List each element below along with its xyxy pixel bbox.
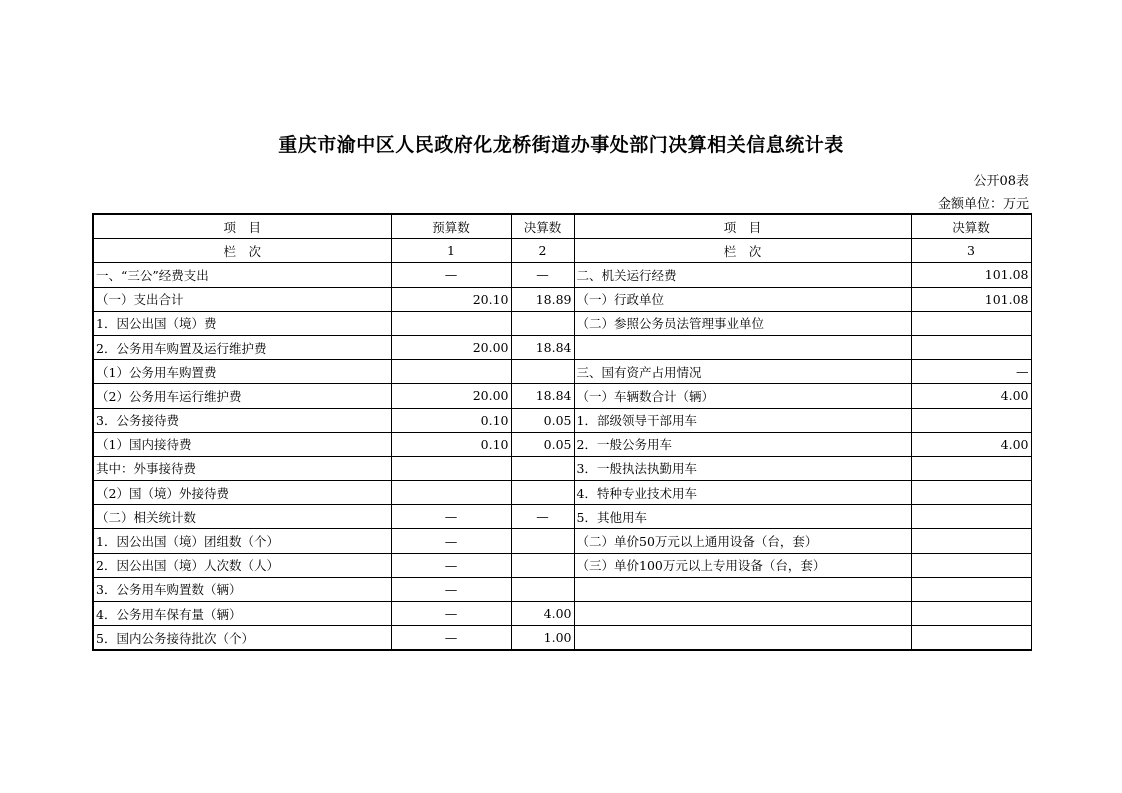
row-label: 4．公务用车保有量（辆） <box>93 602 391 626</box>
row-final: — <box>511 505 574 529</box>
table-row <box>93 432 1031 456</box>
row-label-right <box>574 626 911 651</box>
row-value-right <box>911 553 1031 577</box>
header-final-right: 决算数 <box>911 214 1031 239</box>
row-value-right <box>911 481 1031 505</box>
table-row <box>93 360 1031 384</box>
amount-unit: 金额单位：万元 <box>937 197 1029 212</box>
row-label-right: 三、国有资产占用情况 <box>574 360 911 384</box>
row-label-right: 2．一般公务用车 <box>574 432 911 456</box>
row-label: 一、“三公”经费支出 <box>93 263 391 287</box>
row-final <box>511 456 574 480</box>
row-budget <box>391 456 511 480</box>
row-label: （1）公务用车购置费 <box>93 360 391 384</box>
row-label: （1）国内接待费 <box>93 432 391 456</box>
row-label: 3．公务用车购置数（辆） <box>93 577 391 601</box>
row-value-right: — <box>911 360 1031 384</box>
row-label-right <box>574 335 911 359</box>
header-budget: 预算数 <box>391 214 511 239</box>
row-label: 5．国内公务接待批次（个） <box>93 626 391 651</box>
header-item-right: 项 目 <box>574 214 911 239</box>
row-value-right: 4.00 <box>911 432 1031 456</box>
row-label: （2）国（境）外接待费 <box>93 481 391 505</box>
table-row <box>93 287 1031 311</box>
row-label-right: 4．特种专业技术用车 <box>574 481 911 505</box>
row-value-right <box>911 335 1031 359</box>
row-label-right <box>574 577 911 601</box>
row-final: 18.89 <box>511 287 574 311</box>
table-row <box>93 529 1031 553</box>
table-row <box>93 384 1031 408</box>
row-budget: — <box>391 505 511 529</box>
row-budget: — <box>391 602 511 626</box>
row-budget: — <box>391 553 511 577</box>
row-label: 1．因公出国（境）费 <box>93 311 391 335</box>
row-budget: — <box>391 263 511 287</box>
table-row <box>93 553 1031 577</box>
row-label: 3．公务接待费 <box>93 408 391 432</box>
row-value-right <box>911 311 1031 335</box>
table-row <box>93 577 1031 601</box>
row-label-right: （一）行政单位 <box>574 287 911 311</box>
row-value-right <box>911 456 1031 480</box>
row-label: 其中：外事接待费 <box>93 456 391 480</box>
row-value-right: 101.08 <box>911 287 1031 311</box>
row-final: 0.05 <box>511 408 574 432</box>
table-row <box>93 311 1031 335</box>
row-final: 1.00 <box>511 626 574 651</box>
row-final <box>511 553 574 577</box>
row-final: 4.00 <box>511 602 574 626</box>
row-final <box>511 577 574 601</box>
row-value-right <box>911 626 1031 651</box>
row-label: 2．公务用车购置及运行维护费 <box>93 335 391 359</box>
row-final <box>511 529 574 553</box>
table-row <box>93 456 1031 480</box>
row-label: 2．因公出国（境）人次数（人） <box>93 553 391 577</box>
row-value-right: 4.00 <box>911 384 1031 408</box>
table-row <box>93 335 1031 359</box>
col-label: 栏 次 <box>93 239 391 263</box>
row-final: 18.84 <box>511 384 574 408</box>
row-label: （一）支出合计 <box>93 287 391 311</box>
row-budget: 0.10 <box>391 432 511 456</box>
row-final <box>511 481 574 505</box>
row-label-right: 5．其他用车 <box>574 505 911 529</box>
row-budget: 20.00 <box>391 335 511 359</box>
header-item: 项 目 <box>93 214 391 239</box>
row-value-right <box>911 408 1031 432</box>
row-label-right: （二）参照公务员法管理事业单位 <box>574 311 911 335</box>
row-budget: 20.00 <box>391 384 511 408</box>
row-budget <box>391 311 511 335</box>
row-final <box>511 360 574 384</box>
table-row <box>93 505 1031 529</box>
statistics-table <box>92 213 1032 651</box>
row-value-right <box>911 505 1031 529</box>
row-label-right: （二）单价50万元以上通用设备（台，套） <box>574 529 911 553</box>
row-label-right: 1．部级领导干部用车 <box>574 408 911 432</box>
row-label: 1．因公出国（境）团组数（个） <box>93 529 391 553</box>
row-budget: 20.10 <box>391 287 511 311</box>
row-label-right: 3．一般执法执勤用车 <box>574 456 911 480</box>
row-label-right: （一）车辆数合计（辆） <box>574 384 911 408</box>
row-value-right: 101.08 <box>911 263 1031 287</box>
row-final: — <box>511 263 574 287</box>
header-final: 决算数 <box>511 214 574 239</box>
col-3: 3 <box>911 239 1031 263</box>
row-value-right <box>911 529 1031 553</box>
form-number: 公开08表 <box>973 174 1029 189</box>
row-label-right: （三）单价100万元以上专用设备（台，套） <box>574 553 911 577</box>
row-budget <box>391 360 511 384</box>
row-budget: 0.10 <box>391 408 511 432</box>
col-label-right: 栏 次 <box>574 239 911 263</box>
row-label-right <box>574 602 911 626</box>
row-final <box>511 311 574 335</box>
table-row <box>93 481 1031 505</box>
row-final: 18.84 <box>511 335 574 359</box>
row-value-right <box>911 577 1031 601</box>
row-label: （二）相关统计数 <box>93 505 391 529</box>
table-row <box>93 408 1031 432</box>
table-row <box>93 626 1031 651</box>
row-budget: — <box>391 529 511 553</box>
row-label: （2）公务用车运行维护费 <box>93 384 391 408</box>
col-2: 2 <box>511 239 574 263</box>
row-final: 0.05 <box>511 432 574 456</box>
table-row <box>93 602 1031 626</box>
row-budget: — <box>391 577 511 601</box>
row-budget <box>391 481 511 505</box>
column-number-row <box>93 239 1031 263</box>
page-title: 重庆市渝中区人民政府化龙桥街道办事处部门决算相关信息统计表 <box>278 134 844 156</box>
header-row <box>93 214 1031 239</box>
col-1: 1 <box>391 239 511 263</box>
row-value-right <box>911 602 1031 626</box>
row-budget: — <box>391 626 511 651</box>
table-row <box>93 263 1031 287</box>
row-label-right: 二、机关运行经费 <box>574 263 911 287</box>
